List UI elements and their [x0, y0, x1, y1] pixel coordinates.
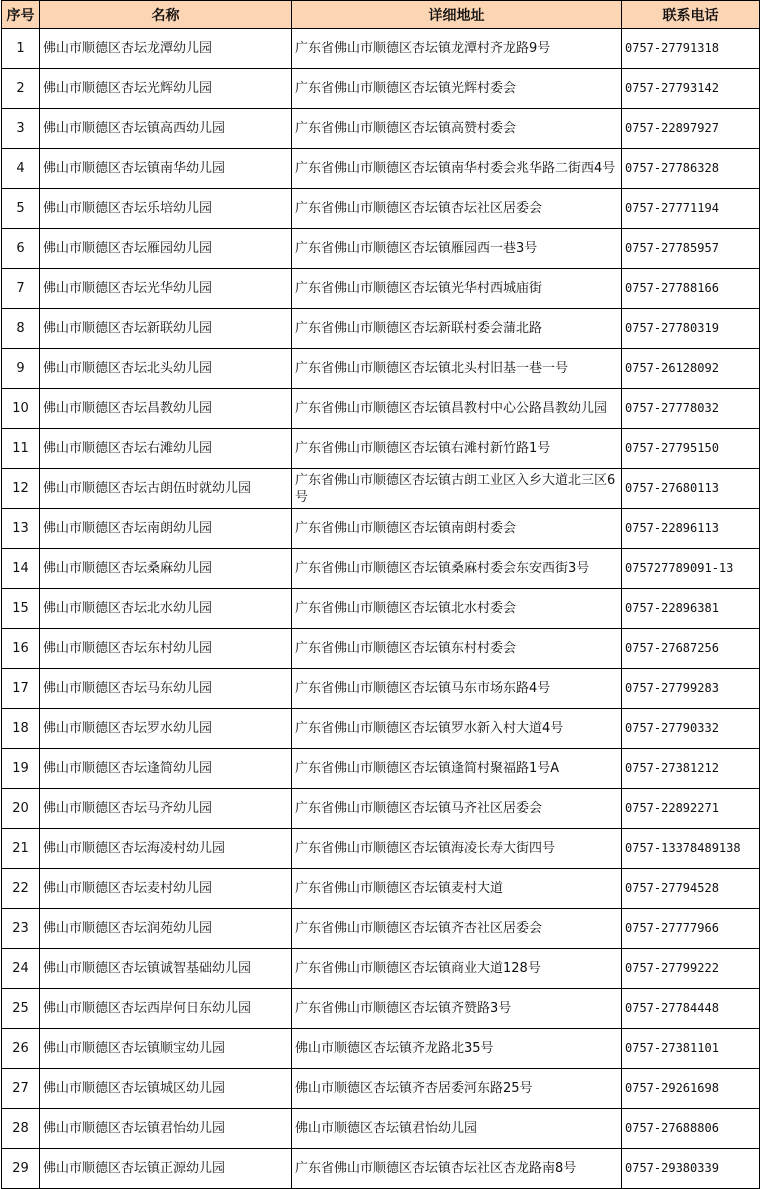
table-row: [2, 829, 760, 869]
cell-address: 佛山市顺德区杏坛镇君怡幼儿园: [292, 1109, 622, 1149]
header-index: 序号: [2, 1, 40, 29]
table-row: [2, 669, 760, 709]
cell-name: 佛山市顺德区杏坛镇顺宝幼儿园: [40, 1029, 292, 1069]
cell-name: 佛山市顺德区杏坛镇君怡幼儿园: [40, 1109, 292, 1149]
cell-phone: 0757-22896381: [622, 589, 760, 629]
table-row: [2, 29, 760, 69]
table-row: [2, 389, 760, 429]
cell-index: 17: [2, 669, 40, 709]
cell-address: 广东省佛山市顺德区杏坛镇古朗工业区入乡大道北三区6号: [292, 469, 622, 509]
table-row: [2, 109, 760, 149]
table-row: [2, 309, 760, 349]
table-row: [2, 789, 760, 829]
cell-phone: 0757-27771194: [622, 189, 760, 229]
cell-address: 广东省佛山市顺德区杏坛镇齐赞路3号: [292, 989, 622, 1029]
table-row: [2, 189, 760, 229]
cell-name: 佛山市顺德区杏坛润苑幼儿园: [40, 909, 292, 949]
cell-address: 广东省佛山市顺德区杏坛镇光华村西城庙街: [292, 269, 622, 309]
cell-index: 23: [2, 909, 40, 949]
cell-name: 佛山市顺德区杏坛桑麻幼儿园: [40, 549, 292, 589]
cell-phone: 0757-22897927: [622, 109, 760, 149]
cell-phone: 0757-27791318: [622, 29, 760, 69]
cell-address: 广东省佛山市顺德区杏坛镇逢简村聚福路1号A: [292, 749, 622, 789]
cell-name: 佛山市顺德区杏坛光华幼儿园: [40, 269, 292, 309]
cell-phone: 0757-27688806: [622, 1109, 760, 1149]
cell-phone: 0757-27680113: [622, 469, 760, 509]
cell-index: 14: [2, 549, 40, 589]
cell-phone: 0757-29380339: [622, 1149, 760, 1189]
table-row: [2, 429, 760, 469]
table-row: [2, 629, 760, 669]
cell-index: 11: [2, 429, 40, 469]
cell-name: 佛山市顺德区杏坛乐培幼儿园: [40, 189, 292, 229]
cell-phone: 0757-26128092: [622, 349, 760, 389]
cell-index: 12: [2, 469, 40, 509]
table-row: [2, 949, 760, 989]
cell-address: 广东省佛山市顺德区杏坛镇杏坛社区杏龙路南8号: [292, 1149, 622, 1189]
header-name: 名称: [40, 1, 292, 29]
cell-index: 22: [2, 869, 40, 909]
cell-address: 广东省佛山市顺德区杏坛镇龙潭村齐龙路9号: [292, 29, 622, 69]
cell-address: 广东省佛山市顺德区杏坛镇马东市场东路4号: [292, 669, 622, 709]
cell-name: 佛山市顺德区杏坛镇诚智基础幼儿园: [40, 949, 292, 989]
cell-index: 27: [2, 1069, 40, 1109]
table-body: [2, 29, 760, 1189]
cell-name: 佛山市顺德区杏坛光辉幼儿园: [40, 69, 292, 109]
table-row: [2, 509, 760, 549]
table-row: [2, 589, 760, 629]
cell-phone: 0757-27784448: [622, 989, 760, 1029]
table-row: [2, 909, 760, 949]
cell-name: 佛山市顺德区杏坛右滩幼儿园: [40, 429, 292, 469]
cell-name: 佛山市顺德区杏坛镇正源幼儿园: [40, 1149, 292, 1189]
cell-name: 佛山市顺德区杏坛镇城区幼儿园: [40, 1069, 292, 1109]
cell-index: 28: [2, 1109, 40, 1149]
cell-name: 佛山市顺德区杏坛新联幼儿园: [40, 309, 292, 349]
cell-index: 20: [2, 789, 40, 829]
cell-index: 16: [2, 629, 40, 669]
cell-index: 1: [2, 29, 40, 69]
cell-phone: 0757-27799283: [622, 669, 760, 709]
cell-name: 佛山市顺德区杏坛古朗伍时就幼儿园: [40, 469, 292, 509]
cell-address: 广东省佛山市顺德区杏坛镇杏坛社区居委会: [292, 189, 622, 229]
cell-address: 广东省佛山市顺德区杏坛镇北头村旧基一巷一号: [292, 349, 622, 389]
cell-index: 18: [2, 709, 40, 749]
cell-phone: 0757-29261698: [622, 1069, 760, 1109]
table-row: [2, 989, 760, 1029]
cell-index: 19: [2, 749, 40, 789]
cell-index: 8: [2, 309, 40, 349]
table-row: [2, 549, 760, 589]
cell-index: 24: [2, 949, 40, 989]
table-row: [2, 149, 760, 189]
cell-phone: 0757-27786328: [622, 149, 760, 189]
cell-index: 3: [2, 109, 40, 149]
cell-phone: 0757-27687256: [622, 629, 760, 669]
cell-index: 2: [2, 69, 40, 109]
table-row: [2, 1109, 760, 1149]
cell-index: 6: [2, 229, 40, 269]
cell-address: 广东省佛山市顺德区杏坛镇罗水新入村大道4号: [292, 709, 622, 749]
cell-phone: 0757-22892271: [622, 789, 760, 829]
cell-phone: 0757-27777966: [622, 909, 760, 949]
cell-phone: 0757-27780319: [622, 309, 760, 349]
cell-name: 佛山市顺德区杏坛镇南华幼儿园: [40, 149, 292, 189]
table-row: [2, 469, 760, 509]
cell-name: 佛山市顺德区杏坛北水幼儿园: [40, 589, 292, 629]
cell-address: 广东省佛山市顺德区杏坛镇南朗村委会: [292, 509, 622, 549]
table-row: [2, 69, 760, 109]
cell-phone: 075727789091-13: [622, 549, 760, 589]
cell-name: 佛山市顺德区杏坛龙潭幼儿园: [40, 29, 292, 69]
cell-address: 广东省佛山市顺德区杏坛镇桑麻村委会东安西街3号: [292, 549, 622, 589]
cell-address: 广东省佛山市顺德区杏坛镇马齐社区居委会: [292, 789, 622, 829]
cell-phone: 0757-27778032: [622, 389, 760, 429]
table-row: [2, 869, 760, 909]
cell-phone: 0757-13378489138: [622, 829, 760, 869]
cell-phone: 0757-27785957: [622, 229, 760, 269]
cell-address: 广东省佛山市顺德区杏坛镇光辉村委会: [292, 69, 622, 109]
cell-address: 广东省佛山市顺德区杏坛镇高赞村委会: [292, 109, 622, 149]
cell-name: 佛山市顺德区杏坛逢简幼儿园: [40, 749, 292, 789]
table-row: [2, 1069, 760, 1109]
cell-name: 佛山市顺德区杏坛西岸何日东幼儿园: [40, 989, 292, 1029]
cell-name: 佛山市顺德区杏坛马齐幼儿园: [40, 789, 292, 829]
cell-address: 广东省佛山市顺德区杏坛镇南华村委会兆华路二街西4号: [292, 149, 622, 189]
cell-name: 佛山市顺德区杏坛昌教幼儿园: [40, 389, 292, 429]
cell-phone: 0757-27381101: [622, 1029, 760, 1069]
cell-index: 9: [2, 349, 40, 389]
header-address: 详细地址: [292, 1, 622, 29]
cell-name: 佛山市顺德区杏坛东村幼儿园: [40, 629, 292, 669]
cell-index: 26: [2, 1029, 40, 1069]
cell-index: 13: [2, 509, 40, 549]
cell-index: 4: [2, 149, 40, 189]
cell-index: 5: [2, 189, 40, 229]
cell-phone: 0757-27790332: [622, 709, 760, 749]
cell-address: 广东省佛山市顺德区杏坛镇北水村委会: [292, 589, 622, 629]
cell-address: 广东省佛山市顺德区杏坛镇海凌长寿大街四号: [292, 829, 622, 869]
cell-phone: 0757-27793142: [622, 69, 760, 109]
table-header: [2, 1, 760, 29]
cell-index: 10: [2, 389, 40, 429]
header-row: [2, 1, 760, 29]
table-row: [2, 709, 760, 749]
kindergarten-table: [1, 0, 760, 1189]
cell-address: 广东省佛山市顺德区杏坛镇右滩村新竹路1号: [292, 429, 622, 469]
table-row: [2, 229, 760, 269]
cell-address: 广东省佛山市顺德区杏坛镇雁园西一巷3号: [292, 229, 622, 269]
table-row: [2, 1149, 760, 1189]
cell-address: 佛山市顺德区杏坛镇齐龙路北35号: [292, 1029, 622, 1069]
cell-phone: 0757-27794528: [622, 869, 760, 909]
table-row: [2, 749, 760, 789]
cell-phone: 0757-27799222: [622, 949, 760, 989]
cell-name: 佛山市顺德区杏坛雁园幼儿园: [40, 229, 292, 269]
cell-phone: 0757-27788166: [622, 269, 760, 309]
cell-address: 广东省佛山市顺德区杏坛镇齐杏社区居委会: [292, 909, 622, 949]
cell-name: 佛山市顺德区杏坛镇高西幼儿园: [40, 109, 292, 149]
cell-index: 29: [2, 1149, 40, 1189]
table-row: [2, 349, 760, 389]
cell-address: 广东省佛山市顺德区杏坛镇东村村委会: [292, 629, 622, 669]
cell-name: 佛山市顺德区杏坛马东幼儿园: [40, 669, 292, 709]
cell-name: 佛山市顺德区杏坛罗水幼儿园: [40, 709, 292, 749]
cell-name: 佛山市顺德区杏坛海凌村幼儿园: [40, 829, 292, 869]
cell-phone: 0757-27381212: [622, 749, 760, 789]
table-row: [2, 269, 760, 309]
cell-address: 广东省佛山市顺德区杏坛镇麦村大道: [292, 869, 622, 909]
cell-address: 广东省佛山市顺德区杏坛镇商业大道128号: [292, 949, 622, 989]
header-phone: 联系电话: [622, 1, 760, 29]
cell-index: 21: [2, 829, 40, 869]
cell-index: 25: [2, 989, 40, 1029]
cell-index: 15: [2, 589, 40, 629]
cell-phone: 0757-22896113: [622, 509, 760, 549]
cell-address: 广东省佛山市顺德区杏坛新联村委会蒲北路: [292, 309, 622, 349]
cell-index: 7: [2, 269, 40, 309]
cell-name: 佛山市顺德区杏坛南朗幼儿园: [40, 509, 292, 549]
cell-address: 佛山市顺德区杏坛镇齐杏居委河东路25号: [292, 1069, 622, 1109]
table-row: [2, 1029, 760, 1069]
cell-address: 广东省佛山市顺德区杏坛镇昌教村中心公路昌教幼儿园: [292, 389, 622, 429]
cell-name: 佛山市顺德区杏坛北头幼儿园: [40, 349, 292, 389]
cell-phone: 0757-27795150: [622, 429, 760, 469]
cell-name: 佛山市顺德区杏坛麦村幼儿园: [40, 869, 292, 909]
